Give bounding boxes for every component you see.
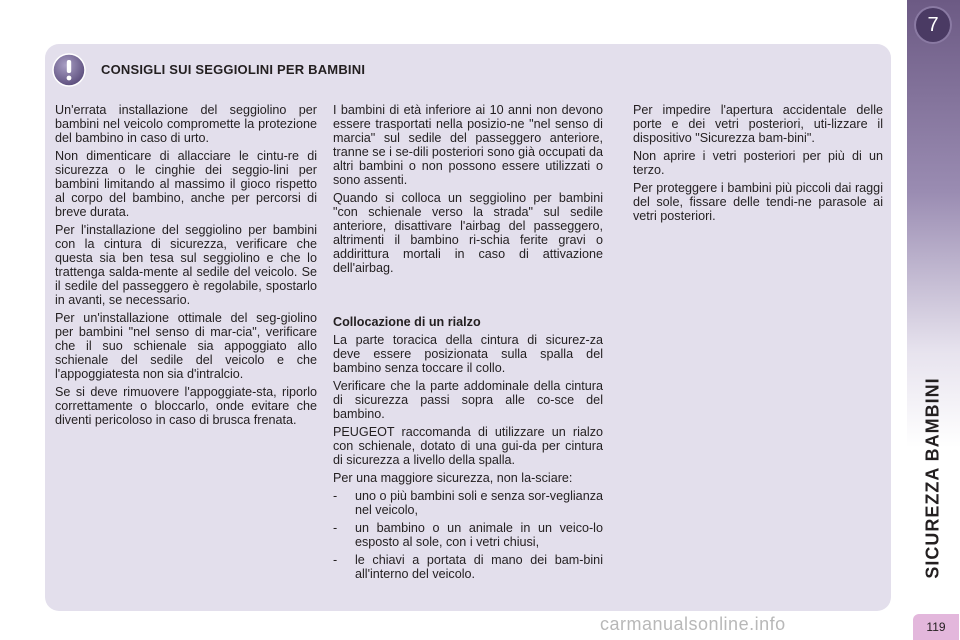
paragraph: Quando si colloca un seggiolino per bambini "con schienale verso la strada" sul sedile anteriore, disattivare l'airbag del passeggero, altrimenti il bambino ri-schia ferite gravi o addirittura mortali in caso di attivazione dell'airbag. (333, 191, 603, 275)
chapter-number: 7 (927, 14, 939, 36)
list-item-text: un bambino o un animale in un veico-lo esposto al sole, con i vetri chiusi, (355, 521, 603, 549)
subheading: Collocazione di un rialzo (333, 315, 481, 329)
paragraph: La parte toracica della cintura di sicurez-za deve essere posizionata sulla spalla del bambino senza toccare il collo. (333, 333, 603, 375)
paragraph: PEUGEOT raccomanda di utilizzare un rialzo con schienale, dotato di una gui-da per cintura di sicurezza a livello della spalla. (333, 425, 603, 467)
watermark: carmanualsonline.info (600, 614, 786, 634)
paragraph: Non aprire i vetri posteriori per più di un terzo. (633, 149, 883, 177)
paragraph: Non dimenticare di allacciare le cintu-re di sicurezza o le cinghie dei seggio-lini per bambini limitando al massimo il gioco rispetto al corpo del bambino, anche per percorsi di breve durata. (55, 149, 317, 219)
paragraph: Per impedire l'apertura accidentale delle porte e dei vetri posteriori, uti-lizzare il dispositivo "Sicurezza bam-bini". (633, 103, 883, 145)
list-item (333, 489, 603, 517)
section-title: CONSIGLI SUI SEGGIOLINI PER BAMBINI (101, 62, 366, 77)
paragraph: Per un'installazione ottimale del seg-giolino per bambini "nel senso di mar-cia", verificare che il suo schienale sia appoggiato allo schienale del sedile del veicolo e che l'appoggiatesta non sia d'intralcio. (55, 311, 317, 381)
list-bullet: - (333, 489, 338, 503)
paragraph: Un'errata installazione del seggiolino per bambini nel veicolo compromette la protezione del bambino in caso di urto. (55, 103, 317, 145)
paragraph: Per una maggiore sicurezza, non la-sciare: (333, 471, 573, 485)
column-3 (633, 103, 883, 227)
list-bullet: - (333, 521, 338, 535)
paragraph: Verificare che la parte addominale della cintura di sicurezza passi sopra alle co-sce del bambino. (333, 379, 603, 421)
warning-exclamation-icon (51, 52, 87, 88)
page-number: 119 (913, 614, 959, 640)
list-item (333, 553, 603, 581)
list-item (333, 521, 603, 549)
column-1 (55, 103, 317, 431)
paragraph: I bambini di età inferiore ai 10 anni non devono essere trasportati nella posizio-ne "nel senso di marcia" sul sedile del passeggero anteriore, tranne se i se-dili posteriori sono già occupati da altri bambini o non possono essere utilizzati o sono assenti. (333, 103, 603, 187)
list-bullet: - (333, 553, 338, 567)
column-2 (333, 103, 603, 585)
paragraph: Per l'installazione del seggiolino per bambini con la cintura di sicurezza, verificare che questa sia ben tesa sul seggiolino e che lo trattenga salda-mente al sedile del veicolo. Se il sedile del passeggero è regolabile, spostarlo in avanti, se necessario. (55, 223, 317, 307)
paragraph: Per proteggere i bambini più piccoli dai raggi del sole, fissare delle tendi-ne parasole ai vetri posteriori. (633, 181, 883, 223)
list-item-text: le chiavi a portata di mano dei bam-bini all'interno del veicolo. (355, 553, 603, 581)
list-item-text: uno o più bambini soli e senza sor-veglianza nel veicolo, (355, 489, 603, 517)
paragraph: Se si deve rimuovere l'appoggiate-sta, riporlo correttamente o bloccarlo, onde evitare che diventi pericoloso in caso di brusca frenata. (55, 385, 317, 427)
chapter-title: SICUREZZA BAMBINI (922, 377, 943, 579)
